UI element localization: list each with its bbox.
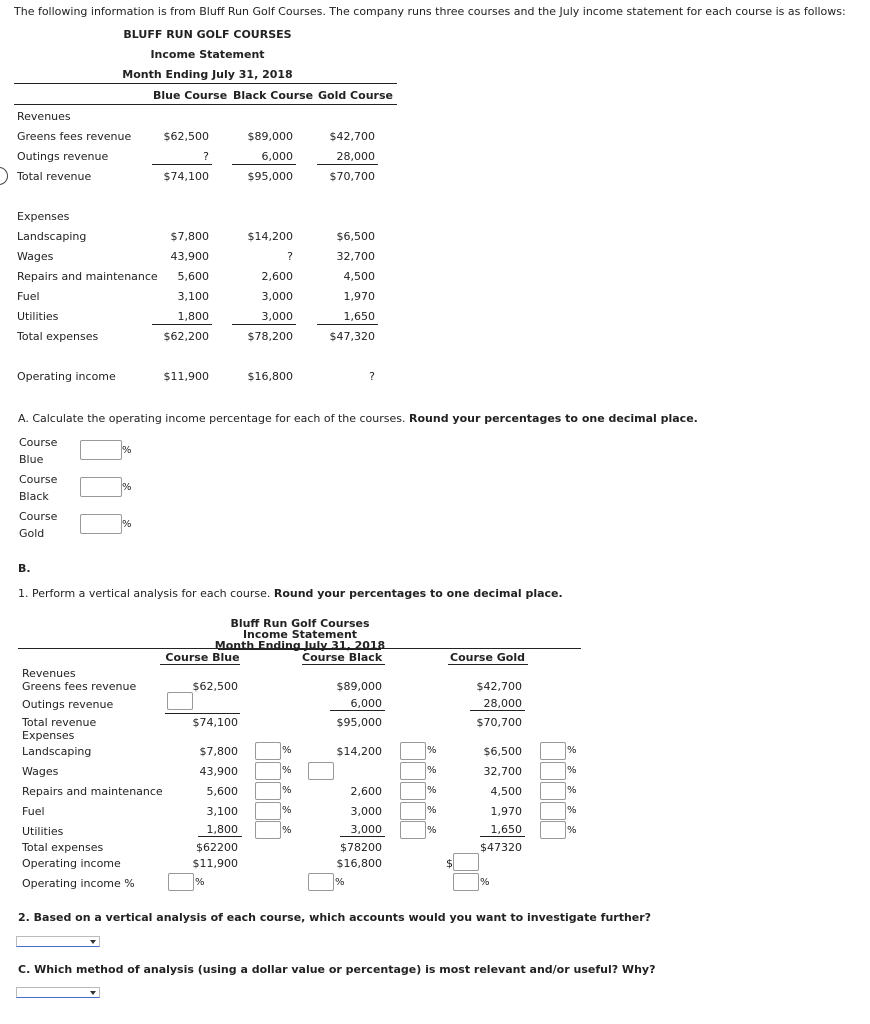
stmt1-row-label: Utilities (17, 310, 59, 323)
partA-label-line1: Course (19, 436, 58, 449)
stmt1-cell: $70,700 (329, 170, 375, 183)
stmt2-row-label: Landscaping (22, 745, 92, 758)
stmt1-col-gold: Gold Course (318, 89, 393, 102)
stmt2-cell: 5,600 (206, 785, 238, 798)
stmt2-subtotal-rule (470, 710, 525, 711)
stmt1-row-label: Outings revenue (17, 150, 109, 163)
stmt2-cell: 2,600 (350, 785, 382, 798)
stmt1-cell: 5,600 (177, 270, 209, 283)
stmt1-cell: 2,600 (261, 270, 293, 283)
stmt2-cell: $11,900 (192, 857, 238, 870)
stmt1-cell: 3,000 (261, 310, 293, 323)
stmt2-cell: 28,000 (483, 697, 522, 710)
percent-unit: % (427, 805, 437, 816)
stmt2-utilities-black-pct-input[interactable] (400, 821, 426, 839)
percent-unit: % (282, 825, 292, 836)
stmt2-repairs-blue-pct-input[interactable] (255, 782, 281, 800)
stmt1-cell: 3,100 (177, 290, 209, 303)
stmt2-repairs-black-pct-input[interactable] (400, 782, 426, 800)
percent-unit: % (567, 745, 577, 756)
stmt2-cell: $62200 (196, 841, 238, 854)
stmt2-wages-blue-pct-input[interactable] (255, 762, 281, 780)
stmt2-cell: 1,800 (206, 823, 238, 836)
partA-label-line1: Course (19, 473, 58, 486)
percent-unit: % (282, 805, 292, 816)
percent-unit: % (335, 877, 345, 888)
percent-unit: % (427, 765, 437, 776)
stmt1-subtotal-rule (317, 164, 378, 165)
percent-unit: % (122, 445, 132, 456)
stmt2-period-rule (218, 649, 381, 650)
stmt2-cell: $47320 (480, 841, 522, 854)
stmt2-repairs-gold-pct-input[interactable] (540, 782, 566, 800)
stmt2-oppct-gold-input[interactable] (453, 873, 479, 891)
stmt2-cell: $89,000 (336, 680, 382, 693)
stmt1-expenses-label: Expenses (17, 210, 70, 223)
stmt2-cell: $16,800 (336, 857, 382, 870)
stmt1-revenues-label: Revenues (17, 110, 71, 123)
partA-label-line2: Gold (19, 527, 45, 540)
stmt2-utilities-blue-pct-input[interactable] (255, 821, 281, 839)
stmt2-expenses-label: Expenses (22, 729, 75, 742)
percent-unit: % (427, 785, 437, 796)
percent-unit: % (282, 745, 292, 756)
partB-label: B. (18, 562, 31, 575)
stmt1-cell: $14,200 (247, 230, 293, 243)
stmt1-cell: $16,800 (247, 370, 293, 383)
percent-unit: % (567, 825, 577, 836)
percent-unit: % (122, 519, 132, 530)
stmt1-period: Month Ending July 31, 2018 (122, 68, 293, 81)
stmt2-cell: 6,000 (350, 697, 382, 710)
stmt2-subtotal-rule (165, 713, 240, 714)
stmt2-oppct-black-input[interactable] (308, 873, 334, 891)
stmt2-row-label: Wages (22, 765, 59, 778)
stmt1-cell: 32,700 (336, 250, 375, 263)
stmt2-cell: 3,000 (350, 823, 382, 836)
stmt1-cell: $47,320 (329, 330, 375, 343)
stmt1-cell: $62,500 (163, 130, 209, 143)
stmt2-wages-black-input[interactable] (308, 762, 334, 780)
stmt2-cell: 32,700 (483, 765, 522, 778)
stmt2-col-gold: Course Gold (450, 651, 525, 664)
stmt2-cell: 43,900 (199, 765, 238, 778)
stmt1-row-label: Fuel (17, 290, 40, 303)
stmt2-row-label: Repairs and maintenance (22, 785, 163, 798)
partA-prompt: A. Calculate the operating income percentage for each of the courses. Round your percentages to one decimal place. (18, 412, 698, 425)
stmt1-cell: 1,970 (343, 290, 375, 303)
percent-unit: % (282, 785, 292, 796)
stmt1-col-blue: Blue Course (153, 89, 228, 102)
percent-unit: % (427, 825, 437, 836)
stmt2-cell: 3,000 (350, 805, 382, 818)
stmt2-row-label: Operating income % (22, 877, 135, 890)
percent-unit: % (427, 745, 437, 756)
stmt2-col-rule (160, 664, 240, 665)
stmt1-cell: $78,200 (247, 330, 293, 343)
stmt2-cell: $6,500 (483, 745, 522, 758)
stmt2-cell: $74,100 (192, 716, 238, 729)
stmt2-landscaping-blue-pct-input[interactable] (255, 742, 281, 760)
stmt2-top-rule (18, 648, 581, 649)
stmt1-title: Income Statement (150, 48, 265, 61)
stmt1-cell: ? (203, 150, 209, 163)
percent-unit: % (282, 765, 292, 776)
stmt2-cell: $95,000 (336, 716, 382, 729)
stmt2-cell: $78200 (340, 841, 382, 854)
percent-unit: % (122, 482, 132, 493)
stmt1-cell: $62,200 (163, 330, 209, 343)
stmt2-col-blue: Course Blue (165, 651, 240, 664)
partC-question: C. Which method of analysis (using a dollar value or percentage) is most relevant and/or useful? Why? (18, 963, 656, 976)
stmt2-cell: 1,970 (490, 805, 522, 818)
stmt1-cell: $89,000 (247, 130, 293, 143)
margin-marker (0, 167, 8, 185)
stmt1-row-label: Greens fees revenue (17, 130, 132, 143)
stmt2-cell: $7,800 (199, 745, 238, 758)
stmt1-row-label: Wages (17, 250, 54, 263)
partC-dropdown[interactable] (16, 987, 100, 998)
stmt1-cell: $95,000 (247, 170, 293, 183)
partB-q1: 1. Perform a vertical analysis for each course. Round your percentages to one decimal place. (18, 587, 563, 600)
stmt2-company: Bluff Run Golf Courses (230, 617, 370, 630)
stmt1-col-black: Black Course (233, 89, 314, 102)
stmt1-cell: 1,800 (177, 310, 209, 323)
stmt2-cell: 3,100 (206, 805, 238, 818)
stmt1-cell: 1,650 (343, 310, 375, 323)
stmt1-subtotal-rule (152, 324, 212, 325)
dollar-sign: $ (446, 857, 453, 870)
stmt1-cell: 43,900 (170, 250, 209, 263)
stmt1-cell: 6,000 (261, 150, 293, 163)
partB-q2-dropdown[interactable] (16, 936, 100, 947)
stmt2-subtotal-rule (340, 836, 385, 837)
stmt1-cell: $74,100 (163, 170, 209, 183)
stmt1-cell: 4,500 (343, 270, 375, 283)
stmt2-title: Income Statement (242, 628, 358, 641)
stmt2-wages-gold-pct-input[interactable] (540, 762, 566, 780)
partA-gold-input[interactable] (80, 514, 122, 534)
stmt2-oppct-blue-input[interactable] (168, 873, 194, 891)
stmt2-row-label: Utilities (22, 825, 64, 838)
percent-unit: % (195, 877, 205, 888)
chevron-down-icon (90, 940, 96, 944)
stmt2-landscaping-black-pct-input[interactable] (400, 742, 426, 760)
stmt1-row-label: Repairs and maintenance (17, 270, 158, 283)
stmt2-row-label: Outings revenue (22, 698, 114, 711)
stmt1-cell: $6,500 (336, 230, 375, 243)
stmt2-cell: $42,700 (476, 680, 522, 693)
stmt1-top-rule (14, 83, 397, 84)
stmt2-row-label: Operating income (22, 857, 121, 870)
stmt2-cell: $14,200 (336, 745, 382, 758)
stmt1-row-label: Total revenue (17, 170, 92, 183)
stmt2-revenues-label: Revenues (22, 667, 76, 680)
chevron-down-icon (90, 991, 96, 995)
stmt2-wages-black-pct-input[interactable] (400, 762, 426, 780)
stmt2-outings-blue-input[interactable] (167, 692, 193, 710)
stmt1-subtotal-rule (232, 324, 296, 325)
stmt2-cell: $62,500 (192, 680, 238, 693)
percent-unit: % (567, 765, 577, 776)
stmt2-col-rule (302, 664, 385, 665)
stmt1-cell: $42,700 (329, 130, 375, 143)
stmt1-subtotal-rule (232, 164, 296, 165)
partA-label-line2: Blue (19, 453, 44, 466)
intro-text: The following information is from Bluff Run Golf Courses. The company runs three courses and the July income statement for each course is as follows: (14, 5, 846, 18)
stmt2-row-label: Total revenue (22, 716, 97, 729)
stmt2-cell: 1,650 (490, 823, 522, 836)
stmt2-opincome-gold-input[interactable] (453, 853, 479, 871)
stmt2-period: Month Ending July 31, 2018 (214, 639, 386, 652)
stmt2-subtotal-rule (480, 836, 525, 837)
stmt2-row-label: Greens fees revenue (22, 680, 137, 693)
stmt1-cell: 28,000 (336, 150, 375, 163)
stmt1-cell: ? (287, 250, 293, 263)
stmt1-row-label: Operating income (17, 370, 116, 383)
stmt1-header-rule (14, 104, 397, 105)
stmt1-cell: ? (369, 370, 375, 383)
stmt2-cell: 4,500 (490, 785, 522, 798)
partA-blue-input[interactable] (80, 440, 122, 460)
stmt2-col-rule (448, 664, 528, 665)
stmt1-cell: $7,800 (170, 230, 209, 243)
stmt2-fuel-blue-pct-input[interactable] (255, 802, 281, 820)
stmt2-col-black: Course Black (302, 651, 383, 664)
percent-unit: % (567, 805, 577, 816)
stmt1-row-label: Landscaping (17, 230, 87, 243)
stmt1-cell: 3,000 (261, 290, 293, 303)
partB-q2: 2. Based on a vertical analysis of each course, which accounts would you want to investigate further? (18, 911, 652, 924)
stmt2-subtotal-rule (198, 836, 242, 837)
stmt2-fuel-gold-pct-input[interactable] (540, 802, 566, 820)
stmt2-subtotal-rule (330, 710, 385, 711)
stmt2-fuel-black-pct-input[interactable] (400, 802, 426, 820)
stmt1-row-label: Total expenses (17, 330, 99, 343)
stmt1-company: BLUFF RUN GOLF COURSES (123, 28, 292, 41)
partA-black-input[interactable] (80, 477, 122, 497)
stmt2-row-label: Total expenses (22, 841, 104, 854)
percent-unit: % (480, 877, 490, 888)
partA-label-line1: Course (19, 510, 58, 523)
stmt2-row-label: Fuel (22, 805, 45, 818)
stmt2-cell: $70,700 (476, 716, 522, 729)
stmt1-cell: $11,900 (163, 370, 209, 383)
stmt1-subtotal-rule (152, 164, 212, 165)
stmt2-utilities-gold-pct-input[interactable] (540, 821, 566, 839)
stmt1-subtotal-rule (317, 324, 378, 325)
percent-unit: % (567, 785, 577, 796)
stmt2-landscaping-gold-pct-input[interactable] (540, 742, 566, 760)
partA-label-line2: Black (19, 490, 49, 503)
